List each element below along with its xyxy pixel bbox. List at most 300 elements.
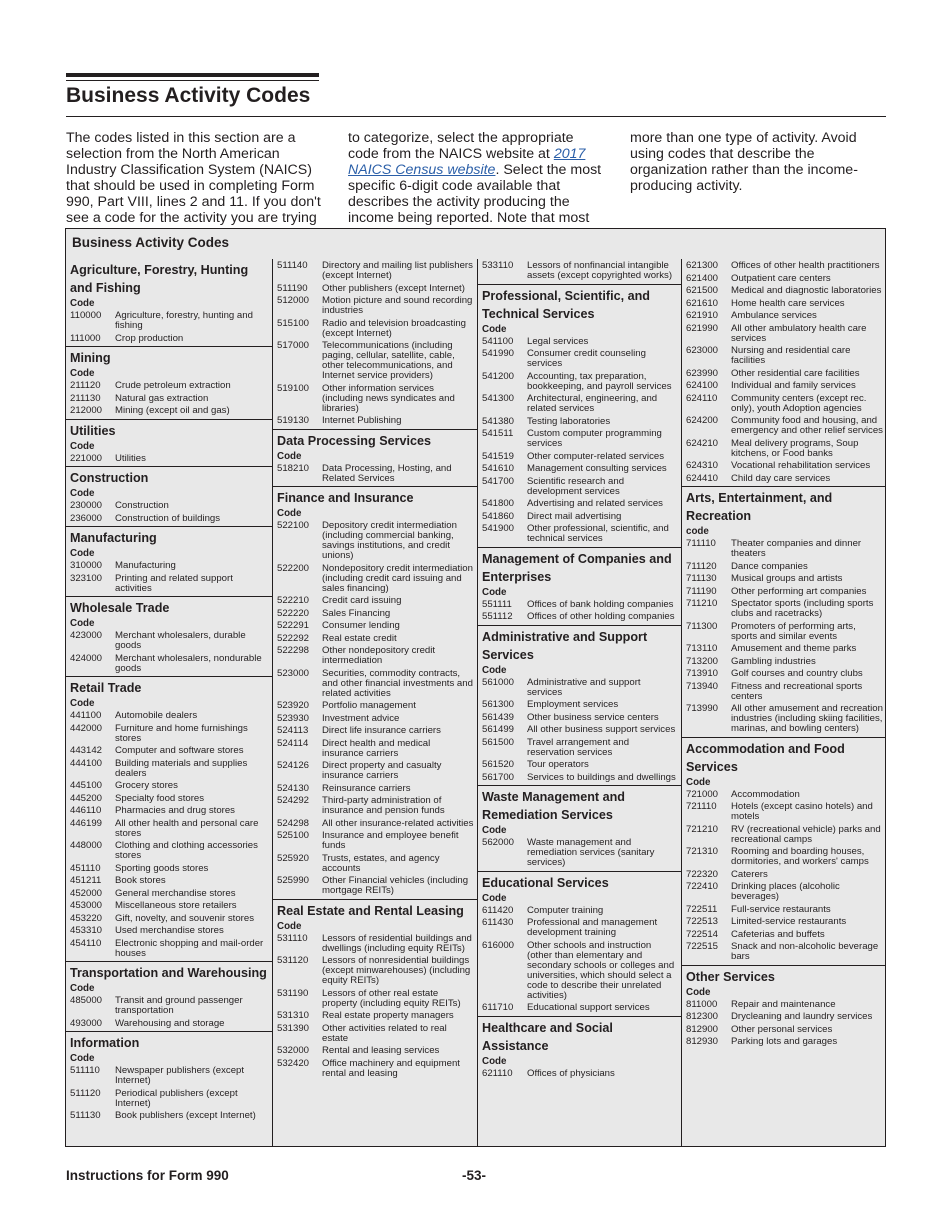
activity-code: 624210 <box>686 437 719 449</box>
code-section <box>66 346 272 416</box>
intro-paragraph-1: The codes listed in this section are a selection from the North American Industry Classification System (NAICS) that should be used in completing Form 990, Part VIII, lines 2 and 11. If you don't see a code for the activity you are trying <box>66 130 321 226</box>
activity-code: 512000 <box>277 295 310 306</box>
activity-description: Waste management and remediation services (sanitary services) <box>527 837 655 868</box>
code-entry <box>66 759 272 779</box>
activity-description: Sales Financing <box>322 607 391 619</box>
activity-description: Sporting goods stores <box>115 862 209 874</box>
activity-code: 812900 <box>686 1023 719 1035</box>
activity-description: RV (recreational vehicle) parks and recreational camps <box>731 823 881 845</box>
code-entry <box>66 876 272 886</box>
activity-code: 531190 <box>277 987 309 999</box>
code-entry <box>682 870 886 880</box>
activity-code: 721210 <box>686 823 719 835</box>
activity-description: Crop production <box>115 332 184 344</box>
code-section <box>273 259 477 426</box>
activity-code: 561499 <box>482 724 515 735</box>
activity-code: 713910 <box>686 668 719 679</box>
activity-code: 453000 <box>70 900 103 911</box>
activity-code: 525100 <box>277 830 310 841</box>
code-entry <box>273 464 477 484</box>
code-section <box>66 596 272 674</box>
activity-code: 515100 <box>277 317 310 329</box>
code-entry <box>273 796 477 816</box>
code-entry <box>478 452 681 462</box>
activity-description: Other residential care facilities <box>731 367 860 379</box>
activity-description: Merchant wholesalers, durable goods <box>115 630 246 651</box>
code-entry <box>273 646 477 666</box>
activity-description: Direct mail advertising <box>527 510 622 522</box>
code-entry <box>273 819 477 829</box>
activity-code: 511120 <box>70 1087 101 1099</box>
code-entry <box>273 669 477 699</box>
code-section <box>478 785 681 868</box>
code-entry <box>682 917 886 927</box>
code-entry <box>478 1003 681 1013</box>
title-rule-thick <box>66 73 319 77</box>
activity-description: Book publishers (except Internet) <box>115 1110 256 1121</box>
code-column-header: Code <box>277 450 302 462</box>
footer-form-name: Instructions for Form 990 <box>66 1168 229 1183</box>
activity-code: 522220 <box>277 607 310 619</box>
activity-description: Custom computer programming services <box>527 428 662 449</box>
code-column-header: Code <box>686 776 711 788</box>
activity-description: Snack and non-alcoholic beverage bars <box>731 941 879 962</box>
activity-code: 444100 <box>70 757 103 769</box>
code-entry <box>66 1066 272 1086</box>
activity-description: Reinsurance carriers <box>322 782 411 794</box>
code-section <box>682 486 886 734</box>
code-entry <box>682 930 886 940</box>
code-entry <box>682 1037 886 1047</box>
activity-description: Offices of bank holding companies <box>527 598 674 610</box>
activity-code: 445100 <box>70 780 103 791</box>
activity-description: Furniture and home furnishings stores <box>115 722 248 744</box>
activity-description: Outpatient care centers <box>731 272 831 284</box>
activity-description: Full-service restaurants <box>731 903 831 915</box>
activity-description: Musical groups and artists <box>731 573 843 584</box>
code-entry <box>66 746 272 756</box>
section-title: Finance and Insurance <box>277 491 414 505</box>
activity-code: 811000 <box>686 998 718 1010</box>
code-section <box>66 676 272 959</box>
code-entry <box>478 700 681 710</box>
activity-code: 713200 <box>686 655 719 667</box>
activity-code: 310000 <box>70 560 103 571</box>
activity-code: 453220 <box>70 912 103 924</box>
code-entry <box>478 394 681 414</box>
table-column-1 <box>66 259 272 1147</box>
activity-code: 713110 <box>686 643 718 654</box>
activity-description: Other nondepository credit intermediation <box>322 645 436 666</box>
code-entry <box>273 989 477 1009</box>
activity-description: Offices of physicians <box>527 1067 615 1079</box>
activity-code: 551112 <box>482 611 513 622</box>
code-entry <box>273 261 477 281</box>
code-column-header: Code <box>70 440 95 452</box>
code-section <box>682 737 886 963</box>
activity-description: Consumer credit counseling services <box>527 348 646 369</box>
section-title: Agriculture, Forestry, Hunting and Fishing <box>70 263 249 295</box>
activity-code: 454110 <box>70 937 102 949</box>
code-entry <box>66 996 272 1016</box>
activity-code: 525920 <box>277 852 310 864</box>
title-rule-thin <box>66 80 319 81</box>
section-title: Data Processing Services <box>277 433 432 448</box>
activity-code: 532000 <box>277 1045 310 1056</box>
activity-code: 511140 <box>277 260 308 271</box>
activity-description: Directory and mailing list publishers (except Internet) <box>322 260 473 281</box>
code-entry <box>478 941 681 1001</box>
code-section <box>273 429 477 484</box>
code-entry <box>66 889 272 899</box>
activity-code: 624410 <box>686 472 719 484</box>
activity-description: Lessors of other real estate property (including equity REITs) <box>322 987 461 1009</box>
code-entry <box>478 600 681 610</box>
activity-description: Pharmacies and drug stores <box>115 805 235 816</box>
activity-code: 541900 <box>482 523 515 534</box>
activity-code: 541700 <box>482 475 515 487</box>
code-column-header: Code <box>70 698 95 709</box>
activity-code: 524126 <box>277 760 310 771</box>
code-entry <box>682 847 886 867</box>
activity-description: Travel arrangement and reservation services <box>527 736 630 758</box>
table-column-4 <box>681 259 886 1147</box>
activity-description: Lessors of residential buildings and dwellings (including equity REITs) <box>322 932 472 954</box>
code-column-header: code <box>686 526 709 537</box>
activity-description: Radio and television broadcasting (except Internet) <box>322 317 466 339</box>
activity-code: 524298 <box>277 817 310 829</box>
activity-code: 211130 <box>70 392 101 404</box>
page-title: Business Activity Codes <box>66 84 311 107</box>
activity-code: 624110 <box>686 392 718 404</box>
code-entry <box>66 654 272 674</box>
activity-code: 522292 <box>277 632 310 644</box>
activity-description: Community food and housing, and emergency and other relief services <box>731 415 883 436</box>
code-entry <box>682 274 886 284</box>
activity-description: Building materials and supplies dealers <box>115 757 248 779</box>
activity-code: 541511 <box>482 428 514 439</box>
section-title: Mining <box>70 351 111 365</box>
activity-code: 616000 <box>482 939 515 951</box>
activity-code: 236000 <box>70 512 103 524</box>
activity-code: 519130 <box>277 415 310 426</box>
activity-description: Utilities <box>115 452 146 464</box>
code-column-header: Code <box>70 1053 95 1064</box>
code-entry <box>273 876 477 896</box>
activity-description: Repair and maintenance <box>731 998 836 1010</box>
code-entry <box>66 561 272 571</box>
activity-code: 621910 <box>686 310 719 321</box>
activity-description: Used merchandise stores <box>115 925 224 936</box>
activity-code: 448000 <box>70 840 103 851</box>
activity-description: Other computer-related services <box>527 450 665 462</box>
code-entry <box>273 761 477 781</box>
activity-code: 621400 <box>686 272 719 284</box>
activity-description: Newspaper publishers (except Internet) <box>115 1065 245 1086</box>
code-entry <box>66 1019 272 1029</box>
activity-code: 541800 <box>482 498 515 509</box>
code-entry <box>66 406 272 416</box>
code-entry <box>478 429 681 449</box>
code-entry <box>478 524 681 544</box>
code-section <box>66 961 272 1029</box>
section-title: Wholesale Trade <box>70 601 170 615</box>
activity-description: Other performing art companies <box>731 585 867 597</box>
activity-code: 561439 <box>482 711 515 723</box>
code-entry <box>682 1025 886 1035</box>
activity-description: All other business support services <box>527 724 676 735</box>
activity-description: Specialty food stores <box>115 792 205 804</box>
code-column-header: Code <box>277 508 302 519</box>
naics-census-link[interactable]: 2017 NAICS Census website <box>348 146 586 178</box>
section-title: Educational Services <box>482 875 609 890</box>
activity-description: Home health care services <box>731 297 845 309</box>
code-section <box>66 526 272 594</box>
activity-code: 621990 <box>686 322 719 334</box>
activity-code: 713990 <box>686 703 719 714</box>
code-section <box>478 625 681 783</box>
code-entry <box>682 574 886 584</box>
activity-code: 721000 <box>686 788 719 800</box>
code-column-header: Code <box>686 986 711 998</box>
code-entry <box>273 621 477 631</box>
activity-description: Meal delivery programs, Soup kitchens, or Food banks <box>731 437 859 459</box>
intro-paragraph-2 <box>348 130 606 242</box>
code-entry <box>66 334 272 344</box>
activity-description: Nondepository credit intermediation (including credit card issuing and sales financing) <box>322 562 473 594</box>
activity-code: 621300 <box>686 260 719 271</box>
code-entry <box>66 901 272 911</box>
activity-description: Book stores <box>115 875 166 886</box>
activity-description: Other personal services <box>731 1023 833 1035</box>
code-entry <box>273 596 477 606</box>
code-entry <box>478 838 681 868</box>
activity-description: Credit card issuing <box>322 595 402 606</box>
activity-code: 541380 <box>482 415 515 427</box>
activity-code: 711210 <box>686 598 718 609</box>
activity-code: 621500 <box>686 285 719 296</box>
code-entry <box>273 739 477 759</box>
code-entry <box>682 562 886 572</box>
activity-description: Clothing and clothing accessories stores <box>115 840 258 861</box>
activity-code: 621610 <box>686 297 719 309</box>
code-entry <box>66 781 272 791</box>
section-title: Professional, Scientific, and Technical Services <box>482 288 650 321</box>
code-entry <box>682 394 886 414</box>
code-section <box>682 965 886 1048</box>
activity-description: Fitness and recreational sports centers <box>731 680 863 702</box>
activity-description: Manufacturing <box>115 560 176 571</box>
activity-code: 624100 <box>686 380 719 391</box>
code-entry <box>478 477 681 497</box>
table-title: Business Activity Codes <box>72 235 230 250</box>
code-entry <box>682 369 886 379</box>
activity-code: 451110 <box>70 862 101 874</box>
code-entry <box>478 349 681 369</box>
activity-description: Other schools and instruction (other than elementary and secondary schools or colleges and universities, which should select a code to describe their unrelated activities) <box>527 939 675 1001</box>
activity-description: Other activities related to real estate <box>322 1022 447 1044</box>
code-section <box>478 284 681 545</box>
code-entry <box>478 906 681 916</box>
code-entry <box>682 1012 886 1022</box>
code-entry <box>682 439 886 459</box>
section-title: Arts, Entertainment, and Recreation <box>686 491 833 523</box>
activity-description: Other publishers (except Internet) <box>322 282 465 294</box>
code-entry <box>478 499 681 509</box>
activity-description: Third-party administration of insurance and pension funds <box>322 795 445 816</box>
activity-code: 511130 <box>70 1110 101 1121</box>
code-entry <box>478 261 681 281</box>
code-entry <box>66 501 272 511</box>
code-entry <box>682 644 886 654</box>
activity-code: 522210 <box>277 595 310 606</box>
activity-description: Promoters of performing arts, sports and similar events <box>731 620 856 642</box>
activity-description: Computer and software stores <box>115 745 244 756</box>
activity-description: Scientific research and development services <box>527 475 625 497</box>
activity-description: Architectural, engineering, and related services <box>527 393 658 414</box>
code-entry <box>66 794 272 804</box>
activity-description: Mining (except oil and gas) <box>115 405 230 416</box>
code-section <box>478 871 681 1014</box>
code-entry <box>478 464 681 474</box>
code-entry <box>66 514 272 524</box>
code-section <box>478 259 681 281</box>
activity-code: 711300 <box>686 620 718 632</box>
activity-code: 541610 <box>482 463 515 474</box>
code-section <box>66 1031 272 1121</box>
code-entry <box>682 324 886 344</box>
activity-code: 517000 <box>277 340 310 351</box>
activity-description: Real estate credit <box>322 632 397 644</box>
code-entry <box>682 539 886 559</box>
activity-code: 531310 <box>277 1010 310 1021</box>
activity-code: 812300 <box>686 1011 719 1022</box>
activity-description: Rooming and boarding houses, dormitories, and workers' camps <box>731 846 869 867</box>
code-entry <box>682 599 886 619</box>
code-entry <box>273 934 477 954</box>
code-entry <box>273 564 477 594</box>
activity-code: 541990 <box>482 348 515 359</box>
activity-code: 623990 <box>686 367 719 379</box>
activity-description: All other health and personal care stores <box>115 817 259 839</box>
code-entry <box>682 682 886 702</box>
activity-code: 442000 <box>70 722 103 734</box>
activity-description: Direct life insurance carriers <box>322 725 441 736</box>
code-entry <box>682 1000 886 1010</box>
activity-description: Advertising and related services <box>527 498 663 509</box>
code-entry <box>66 841 272 861</box>
activity-code: 111000 <box>70 332 101 344</box>
activity-code: 524130 <box>277 782 310 794</box>
code-section <box>66 419 272 464</box>
code-entry <box>682 825 886 845</box>
code-section <box>478 1016 681 1079</box>
code-entry <box>478 738 681 758</box>
activity-description: All other ambulatory health care services <box>731 322 867 344</box>
activity-description: Hotels (except casino hotels) and motels <box>731 801 873 822</box>
activity-code: 424000 <box>70 652 103 664</box>
code-entry <box>682 669 886 679</box>
activity-code: 561700 <box>482 771 515 783</box>
code-entry <box>682 286 886 296</box>
activity-description: Lessors of nonresidential buildings (except minwarehouses) (including equity REITs) <box>322 955 471 986</box>
activity-description: Gift, novelty, and souvenir stores <box>115 912 254 924</box>
activity-description: Employment services <box>527 699 619 710</box>
activity-code: 722513 <box>686 916 719 927</box>
activity-description: Agriculture, forestry, hunting and fishing <box>115 310 253 331</box>
activity-code: 524292 <box>277 795 310 806</box>
section-title: Other Services <box>686 969 775 984</box>
activity-code: 446199 <box>70 817 103 829</box>
activity-code: 561000 <box>482 676 515 688</box>
code-entry <box>273 784 477 794</box>
activity-description: All other amusement and recreation industries (including skiing facilities, marinas, and bowling centers) <box>731 703 883 734</box>
section-title: Transportation and Warehousing <box>70 966 267 980</box>
activity-code: 531390 <box>277 1022 310 1034</box>
code-entry <box>682 461 886 471</box>
activity-description: Data Processing, Hosting, and Related Services <box>322 462 452 484</box>
activity-code: 551111 <box>482 598 512 610</box>
code-entry <box>682 905 886 915</box>
activity-code: 423000 <box>70 630 103 641</box>
section-title: Management of Companies and Enterprises <box>482 551 672 584</box>
code-column-header: Code <box>482 825 507 836</box>
activity-code: 561520 <box>482 759 515 770</box>
activity-description: Management consulting services <box>527 463 667 474</box>
activity-description: Automobile dealers <box>115 710 198 721</box>
activity-description: Printing and related support activities <box>115 572 233 594</box>
activity-code: 230000 <box>70 500 103 511</box>
code-entry <box>478 1069 681 1079</box>
code-section <box>273 899 477 1079</box>
activity-code: 441100 <box>70 710 102 721</box>
code-entry <box>273 341 477 381</box>
activity-description: Community centers (except rec. only), youth Adoption agencies <box>731 392 867 414</box>
activity-description: Motion picture and sound recording industries <box>322 295 473 316</box>
activity-description: Legal services <box>527 335 589 347</box>
code-column-header: Code <box>70 298 95 309</box>
activity-description: Insurance and employee benefit funds <box>322 830 459 851</box>
activity-code: 451211 <box>70 875 102 886</box>
section-title: Utilities <box>70 423 116 438</box>
code-entry <box>478 512 681 522</box>
code-entry <box>478 417 681 427</box>
code-entry <box>478 337 681 347</box>
activity-code: 522291 <box>277 620 310 631</box>
page-number: -53- <box>462 1168 487 1183</box>
code-section <box>66 259 272 344</box>
activity-description: Amusement and theme parks <box>731 643 857 654</box>
activity-code: 221000 <box>70 452 103 464</box>
activity-description: Educational support services <box>527 1002 650 1013</box>
code-entry <box>682 346 886 366</box>
code-entry <box>273 714 477 724</box>
code-entry <box>682 261 886 271</box>
activity-code: 812930 <box>686 1036 719 1047</box>
activity-description: Administrative and support services <box>527 676 641 698</box>
intro-text-before-link: to categorize, select the appropriate code from the NAICS website at <box>348 130 574 162</box>
activity-description: Natural gas extraction <box>115 392 209 404</box>
activity-code: 541519 <box>482 450 515 462</box>
code-entry <box>682 381 886 391</box>
table-column-3 <box>477 259 681 1147</box>
section-title: Healthcare and Social Assistance <box>482 1020 613 1053</box>
activity-code: 624310 <box>686 460 719 471</box>
code-column-header: Code <box>482 323 507 335</box>
activity-code: 541100 <box>482 335 514 347</box>
activity-description: Drycleaning and laundry services <box>731 1011 873 1022</box>
activity-description: Direct health and medical insurance carriers <box>322 737 431 759</box>
